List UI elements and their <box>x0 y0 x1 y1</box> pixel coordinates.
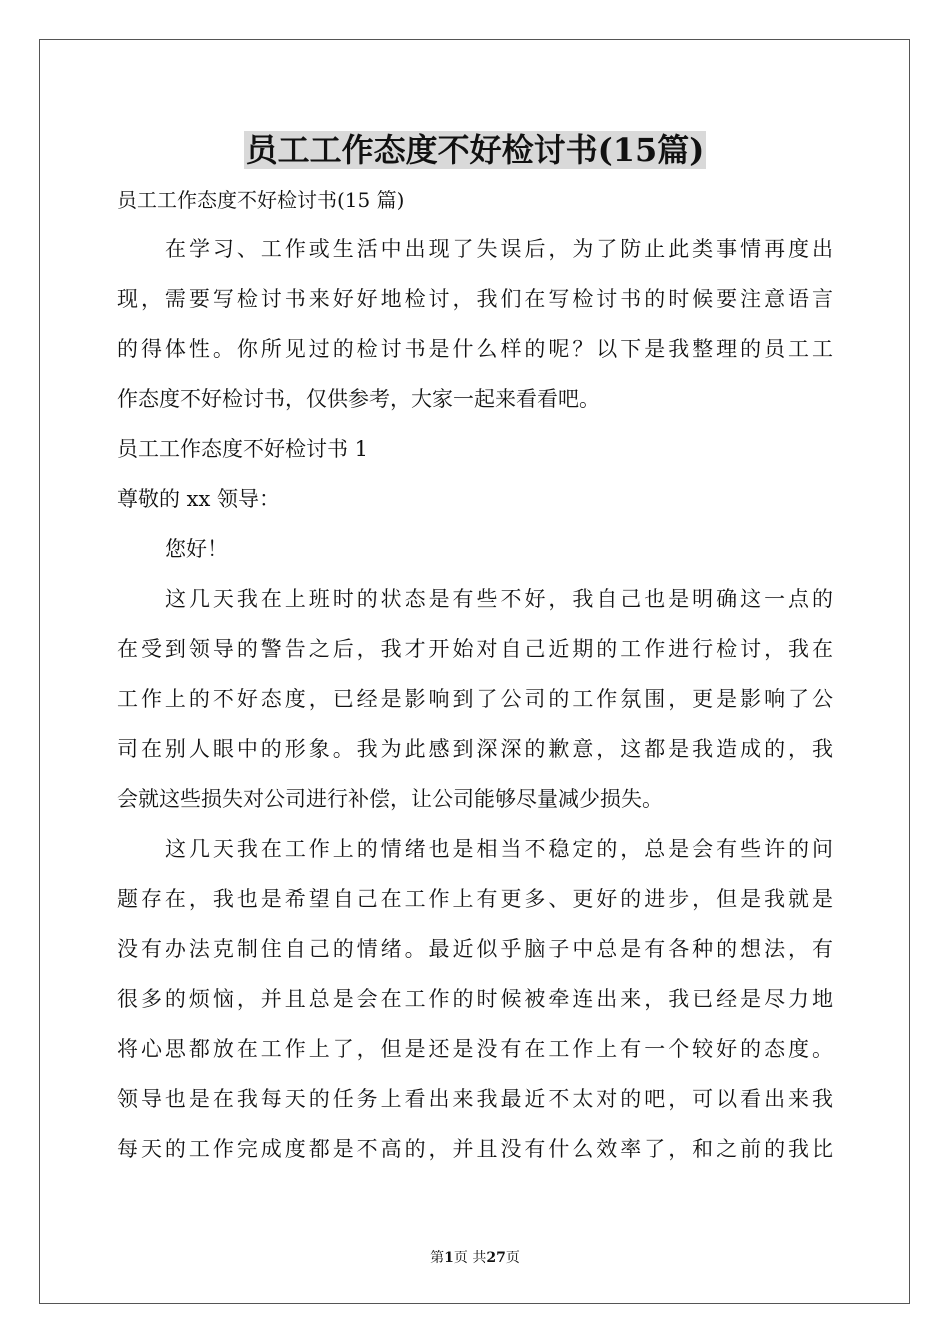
text-line: 每天的工作完成度都是不高的，并且没有什么效率了，和之前的我比 <box>117 1137 833 1161</box>
document-title-text: 员工工作态度不好检讨书(15篇) <box>245 131 705 169</box>
text-line: 司在别人眼中的形象。我为此感到深深的歉意，这都是我造成的，我 <box>117 737 833 761</box>
document-body <box>117 176 833 1174</box>
page-footer <box>0 1248 950 1268</box>
text-line: 领导也是在我每天的任务上看出来我最近不太对的吧，可以看出来我 <box>117 1087 833 1111</box>
text-line: 在受到领导的警告之后，我才开始对自己近期的工作进行检讨，我在 <box>117 637 833 661</box>
text-line: 会就这些损失对公司进行补偿，让公司能够尽量减少损失。 <box>117 787 663 811</box>
page-mid: 页 共 <box>453 1250 487 1266</box>
text-line: 您好！ <box>165 537 228 561</box>
text-line: 将心思都放在工作上了，但是还是没有在工作上有一个较好的态度。 <box>117 1037 833 1061</box>
text-line: 没有办法克制住自己的情绪。最近似乎脑子中总是有各种的想法，有 <box>117 937 833 961</box>
text-line: 员工工作态度不好检讨书 1 <box>117 437 369 461</box>
page-total: 27 <box>486 1250 506 1266</box>
page-prefix: 第 <box>430 1250 445 1266</box>
text-line: 工作上的不好态度，已经是影响到了公司的工作氛围，更是影响了公 <box>117 687 833 711</box>
text-line: 题存在，我也是希望自己在工作上有更多、更好的进步，但是我就是 <box>117 887 833 911</box>
page-suffix: 页 <box>505 1250 520 1266</box>
text-line: 在学习、工作或生活中出现了失误后，为了防止此类事情再度出 <box>165 237 833 261</box>
text-line: 的得体性。你所见过的检讨书是什么样的呢？以下是我整理的员工工 <box>117 337 833 361</box>
text-line: 尊敬的 xx 领导： <box>117 487 281 511</box>
text-line: 这几天我在工作上的情绪也是相当不稳定的，总是会有些许的问 <box>165 837 833 861</box>
document-title <box>0 128 950 172</box>
text-line: 这几天我在上班时的状态是有些不好，我自己也是明确这一点的 <box>165 587 833 611</box>
page-current: 1 <box>444 1250 454 1266</box>
text-line: 员工工作态度不好检讨书(15 篇) <box>117 188 405 212</box>
text-line: 现，需要写检讨书来好好地检讨，我们在写检讨书的时候要注意语言 <box>117 287 833 311</box>
text-line: 作态度不好检讨书，仅供参考，大家一起来看看吧。 <box>117 387 600 411</box>
text-line: 很多的烦恼，并且总是会在工作的时候被牵连出来，我已经是尽力地 <box>117 987 833 1011</box>
